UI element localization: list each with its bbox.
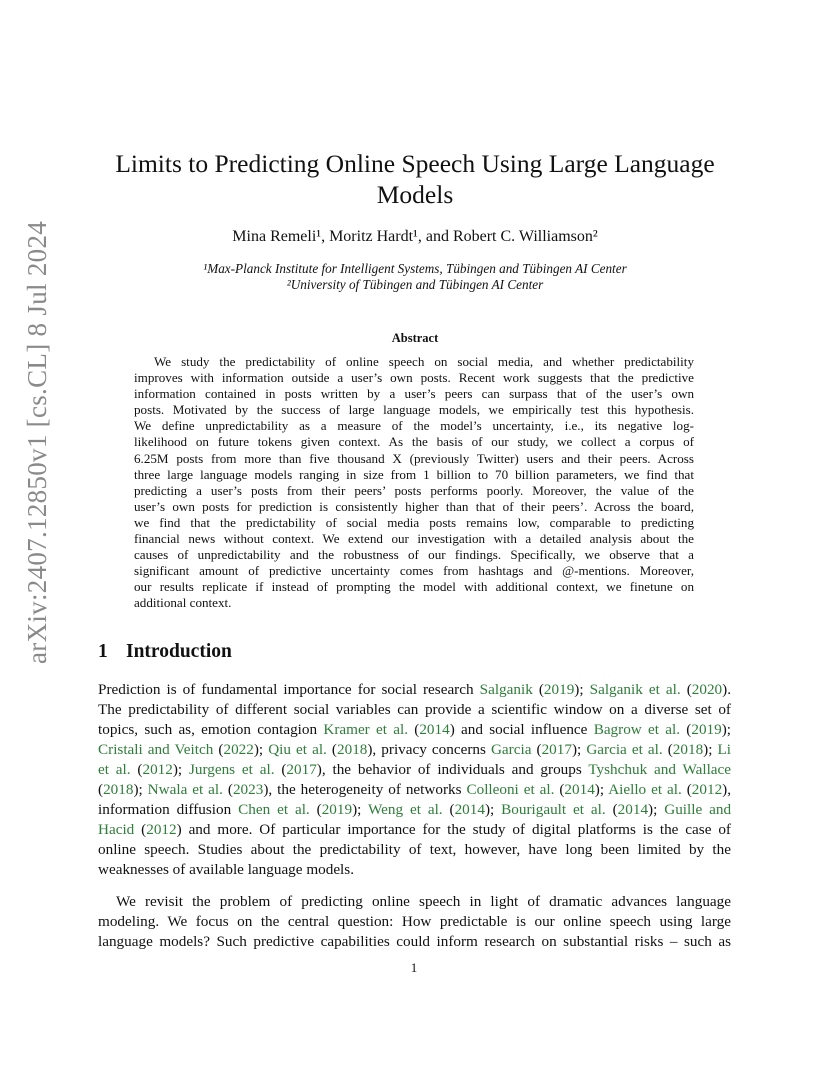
paper-title xyxy=(80,148,750,210)
title-line: Models xyxy=(376,180,454,209)
affiliations xyxy=(80,261,750,293)
intro-line: We revisit the problem of predicting online speech in light of dramatic advances language xyxy=(116,893,731,910)
citation-link[interactable]: Garcia xyxy=(490,741,532,758)
citation-link[interactable]: 2017 xyxy=(541,741,572,758)
abstract-line: We define unpredictability as a measure of the model’s uncertainty, i.e., its negative log- xyxy=(134,418,694,434)
intro-line xyxy=(98,780,731,800)
text-run: ( xyxy=(605,801,618,818)
text-run: ( xyxy=(222,781,233,798)
citation-link[interactable]: Tyshchuk and Wallace xyxy=(588,761,732,778)
text-run: ); xyxy=(484,801,502,818)
abstract-heading: Abstract xyxy=(391,331,439,345)
citation-link[interactable]: Salganik et al. xyxy=(589,681,681,698)
text-run: ); xyxy=(721,721,732,738)
abstract-line: three large language models ranging in size from 1 billion to 70 billion parameters, we find that xyxy=(134,466,694,482)
citation-link[interactable]: 2022 xyxy=(223,741,254,758)
text-run: ( xyxy=(326,741,337,758)
abstract-line: we find that the predictability of social media posts remains low, comparable to predicting xyxy=(134,514,694,530)
text-run: ) and social influence xyxy=(449,721,594,738)
citation-link[interactable]: 2023 xyxy=(232,781,264,798)
citation-link[interactable]: 2019 xyxy=(691,721,722,738)
text-run: Prediction is of fundamental importance for social research xyxy=(98,681,480,698)
text-run: ). xyxy=(722,681,731,698)
abstract-line: likelihood on future tokens given context. As the basis of our study, we collect a corpus of xyxy=(134,434,694,450)
citation-link[interactable]: 2018 xyxy=(337,741,368,758)
citation-link[interactable]: 2014 xyxy=(419,721,450,738)
citation-link[interactable]: Colleoni et al. xyxy=(466,781,555,798)
intro-line xyxy=(98,820,731,840)
text-run: online speech. Studies about the predictability of text, however, have long been limited by the xyxy=(98,841,731,858)
text-run: ); xyxy=(352,801,368,818)
abstract-line: our results replicate if instead of prompting the model with additional context, we finetune on xyxy=(134,579,694,595)
intro-line xyxy=(98,760,731,780)
abstract-line: significant amount of predictive uncertainty comes from hashtags and @-mentions. Moreover, xyxy=(134,563,694,579)
abstract-line: posts. Motivated by the success of large language models, we empirically test this hypothesis. xyxy=(134,402,694,418)
intro-line xyxy=(98,700,731,720)
intro-line xyxy=(98,800,731,820)
intro-line xyxy=(98,680,731,700)
abstract-line: 6.25M posts from more than five thousand X (previously Twitter) users and their peers. Across xyxy=(134,450,694,466)
text-run: ); xyxy=(571,741,587,758)
intro-line xyxy=(98,740,731,760)
abstract-text xyxy=(134,354,694,612)
text-run: ); xyxy=(574,681,590,698)
intro-line: modeling. We focus on the central question: How predictable is our online speech using large xyxy=(98,913,731,930)
text-run: ( xyxy=(213,741,224,758)
text-run: The predictability of different social variables can provide a scientific window on a diverse set of xyxy=(98,701,731,718)
text-run: ( xyxy=(130,761,143,778)
affiliation-1: ¹Max-Planck Institute for Intelligent Systems, Tübingen and Tübingen AI Center xyxy=(203,261,627,276)
citation-link[interactable]: Li xyxy=(717,741,732,758)
abstract-line: improves with information outside a user’s own posts. Recent work suggests that the predictive xyxy=(134,370,694,386)
citation-link[interactable]: 2019 xyxy=(321,801,353,818)
text-run: topics, such as, emotion contagion xyxy=(98,721,324,738)
text-run: ); xyxy=(172,761,189,778)
title-line: Limits to Predicting Online Speech Using Large Language xyxy=(115,149,715,178)
text-run: ); xyxy=(133,781,148,798)
abstract-line: financial news without context. We extend our investigation with a detailed analysis about the xyxy=(134,531,694,547)
text-run: ) and more. Of particular importance for the study of digital platforms is the case of xyxy=(176,821,731,838)
text-run: ( xyxy=(680,681,692,698)
text-run: ( xyxy=(134,821,147,838)
citation-link[interactable]: Kramer et al. xyxy=(323,721,408,738)
section-number: 1 xyxy=(98,641,108,662)
text-run: ( xyxy=(408,721,420,738)
text-run: ( xyxy=(274,761,287,778)
text-run: weaknesses of available language models. xyxy=(98,861,354,878)
abstract-line: information contained in posts written by a user’s peers can surpass that of the user’s own xyxy=(134,386,694,402)
text-run: ), xyxy=(722,781,732,798)
citation-link[interactable]: 2014 xyxy=(564,781,595,798)
text-run: ( xyxy=(442,801,455,818)
intro-line: language models? Such predictive capabilities could inform research on substantial risks – such as xyxy=(98,933,731,950)
text-run: information diffusion xyxy=(98,801,239,818)
citation-link[interactable]: 2012 xyxy=(691,781,723,798)
text-run: ), the heterogeneity of networks xyxy=(263,781,467,798)
citation-link[interactable]: 2012 xyxy=(142,761,173,778)
abstract-line: user’s own posts for prediction is consistently higher than that of their peers’. Across the board, xyxy=(134,498,694,514)
citation-link[interactable]: Chen et al. xyxy=(238,801,310,818)
text-run: ), the behavior of individuals and groups xyxy=(316,761,589,778)
abstract-line: additional context. xyxy=(134,595,232,611)
citation-link[interactable]: 2019 xyxy=(543,681,575,698)
text-run: ); xyxy=(253,741,269,758)
text-run: ( xyxy=(309,801,322,818)
citation-link[interactable]: Weng et al. xyxy=(368,801,443,818)
abstract-line: We study the predictability of online speech on social media, and whether predictability xyxy=(154,354,694,369)
citation-link[interactable]: 2014 xyxy=(454,801,485,818)
text-run: ( xyxy=(531,741,542,758)
citation-link[interactable]: 2017 xyxy=(286,761,317,778)
citation-link[interactable]: Guille and xyxy=(664,801,732,818)
citation-link[interactable]: 2018 xyxy=(103,781,134,798)
introduction-body xyxy=(98,680,731,952)
citation-link[interactable]: et al. xyxy=(98,761,131,778)
text-run: ( xyxy=(681,781,692,798)
affiliation-2: ²University of Tübingen and Tübingen AI Center xyxy=(286,277,544,292)
intro-line xyxy=(98,860,731,880)
citation-link[interactable]: Bourigault et al. xyxy=(501,801,606,818)
citation-link[interactable]: 2014 xyxy=(617,801,649,818)
text-run: ( xyxy=(554,781,565,798)
abstract-line: predicting a user’s posts from their peers’ posts performs poorly. Moreover, the value of the xyxy=(134,482,694,498)
citation-link[interactable]: Bagrow et al. xyxy=(593,721,681,738)
intro-line xyxy=(98,720,731,740)
citation-link[interactable]: Qiu et al. xyxy=(268,741,327,758)
page-number: 1 xyxy=(410,960,418,975)
section-title: Introduction xyxy=(126,641,232,662)
text-run: ( xyxy=(532,681,544,698)
citation-link[interactable]: Hacid xyxy=(98,821,135,838)
text-run: ( xyxy=(662,741,673,758)
citation-link[interactable]: 2020 xyxy=(691,681,723,698)
citation-link[interactable]: Nwala et al. xyxy=(147,781,223,798)
citation-link[interactable]: Aiello et al. xyxy=(608,781,682,798)
intro-paragraph-2 xyxy=(98,892,731,952)
citation-link[interactable]: Salganik xyxy=(479,681,533,698)
abstract-line: causes of unpredictability and the robustness of our findings. Specifically, we observe that a xyxy=(134,547,694,563)
text-run: ); xyxy=(648,801,665,818)
section-heading-introduction xyxy=(98,641,232,663)
citation-link[interactable]: 2012 xyxy=(146,821,177,838)
text-run: ( xyxy=(680,721,692,738)
arxiv-identifier-stamp: arXiv:2407.12850v1 [cs.CL] 8 Jul 2024 xyxy=(22,220,52,664)
author-list: Mina Remeli¹, Moritz Hardt¹, and Robert C. Williamson² xyxy=(232,228,598,245)
text-run: ); xyxy=(594,781,609,798)
text-run: ( xyxy=(98,781,104,798)
text-run: ), privacy concerns xyxy=(367,741,491,758)
citation-link[interactable]: 2018 xyxy=(672,741,704,758)
text-run: ); xyxy=(703,741,718,758)
citation-link[interactable]: Jurgens et al. xyxy=(188,761,275,778)
intro-line xyxy=(98,840,731,860)
citation-link[interactable]: Cristali and Veitch xyxy=(98,741,214,758)
citation-link[interactable]: Garcia et al. xyxy=(586,741,663,758)
